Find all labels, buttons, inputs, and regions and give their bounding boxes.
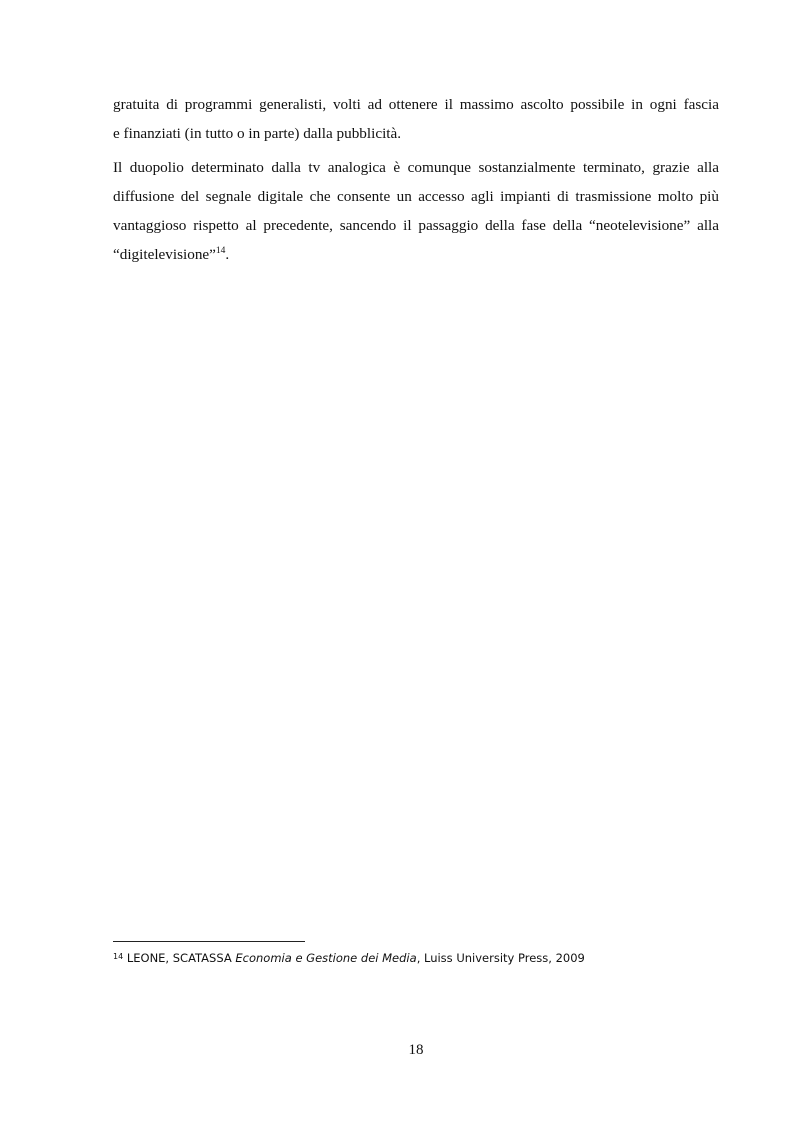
footnote-publisher: , Luiss University Press, 2009 [416, 951, 585, 965]
paragraph-2-line-4 [113, 240, 719, 269]
paragraph-1-line-1: gratuita di programmi generalisti, volti ad ottenere il massimo ascolto possibile in ogni fascia [113, 96, 719, 113]
footnote-14 [113, 950, 719, 966]
paragraph-2 [113, 153, 719, 269]
footnote-reference[interactable]: 14 [215, 246, 226, 256]
paragraph-1-line-2: e finanziati (in tutto o in parte) dalla pubblicità. [113, 125, 402, 142]
footnote-authors: LEONE, SCATASSA [126, 951, 232, 965]
paragraph-2-line-3: vantaggioso rispetto al precedente, sancendo il passaggio della fase della “neotelevisione” alla [113, 217, 719, 234]
paragraph-2-line-2: diffusione del segnale digitale che consente un accesso agli impianti di trasmissione molto più [113, 188, 719, 205]
footnote-title: Economia e Gestione dei Media [235, 951, 417, 965]
paragraph-2-line-1: Il duopolio determinato dalla tv analogica è comunque sostanzialmente terminato, grazie alla [113, 159, 719, 176]
paragraph-2-last-text: “digitelevisione” [113, 246, 216, 263]
paragraph-2-end: . [225, 246, 230, 263]
paragraph-1 [113, 90, 719, 148]
footnote-number: 14 [113, 952, 124, 961]
page-number: 18 [408, 1042, 424, 1058]
footnote-separator [113, 941, 305, 942]
